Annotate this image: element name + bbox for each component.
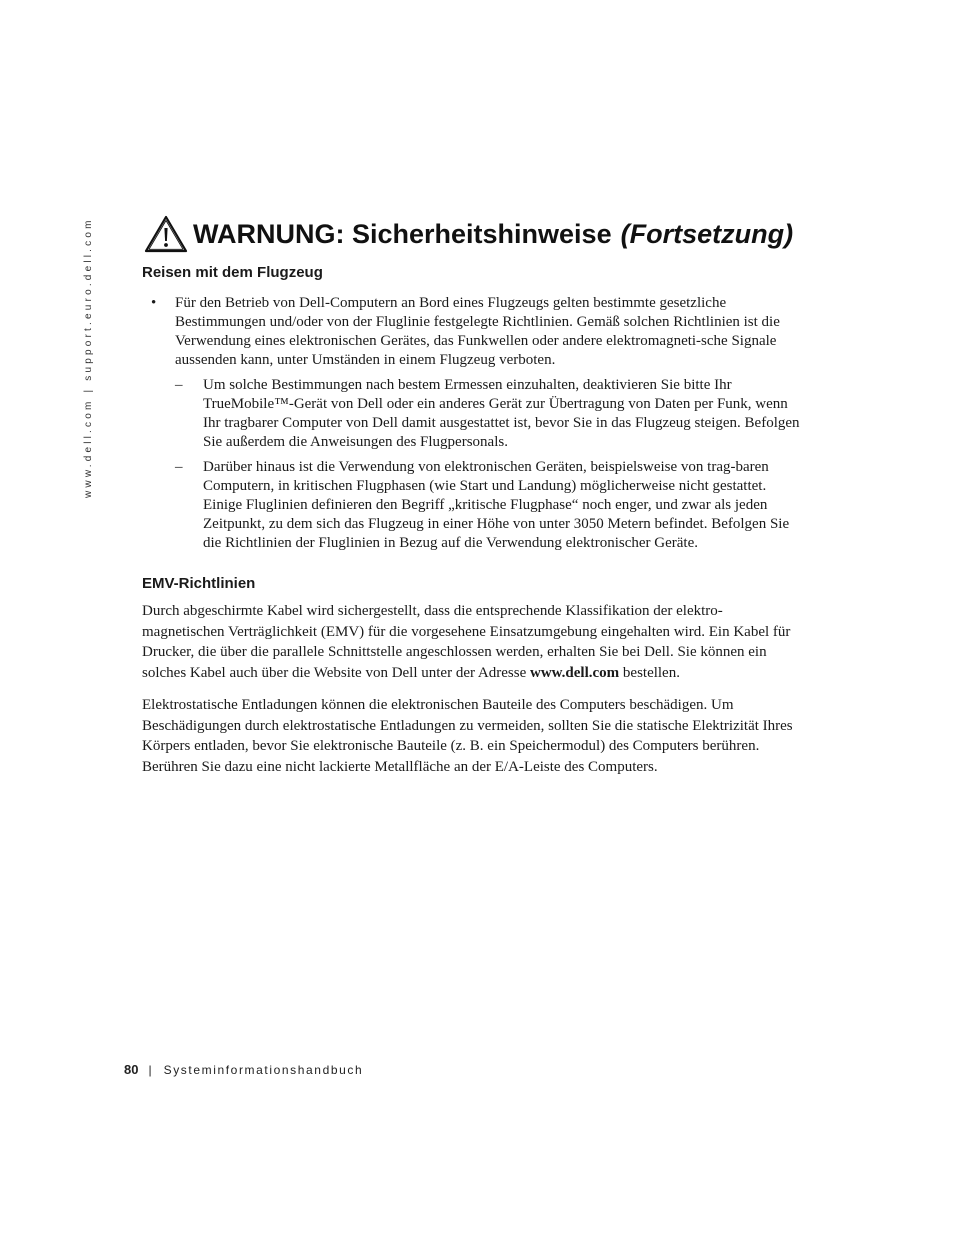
dash-text-1: Um solche Bestimmungen nach bestem Ermessen einzuhalten, deaktivieren Sie bitte Ihr TrueMobile™-Gerät von Dell oder ein anderes Gerät zur Übertragung von Daten per Funk, wenn Ihr tragbarer Computer von Dell damit ausgestattet ist, bevor Sie in das Flugzeug steigen. Befolgen Sie außerdem die Anweisungen des Flugpersonals. bbox=[203, 377, 800, 450]
dash-text-2: Darüber hinaus ist die Verwendung von elektronischen Geräten, beispielsweise von trag-baren Computern, in kritischen Flugphasen (wie Start und Landung) möglicherweise nicht gestattet. Einige Fluglinien definieren den Begriff „kritische Flugphase“ noch enger, und zwar als jeden Zeitpunkt, zu dem sich das Flugzeug in einer Höhe von unter 3050 Metern befindet. Befolgen Sie die Richtlinien der Fluglinien in Bezug auf die Verwendung elektronischer Geräte. bbox=[203, 459, 790, 551]
emv-paragraph-1-text: Durch abgeschirmte Kabel wird sichergestellt, dass die entsprechende Klassifikation der elektro-magnetischen Verträglichkeit (EMV) für die vorgesehene Einsatzumgebung eingehalten wird. Ein Kabel für Drucker, die über die parallele Schnittstelle angeschlossen werden, erhalten Sie bei Dell. Sie können ein solches Kabel auch über die Website von Dell unter der Adresse bbox=[142, 603, 791, 681]
list-item bbox=[142, 294, 802, 370]
section-title-emv: EMV-Richtlinien bbox=[142, 575, 256, 592]
list-item bbox=[142, 458, 802, 553]
heading-main: WARNUNG: Sicherheitshinweise bbox=[193, 218, 612, 249]
emv-paragraph-1-end: bestellen. bbox=[619, 664, 680, 681]
footer-separator: | bbox=[148, 1063, 152, 1077]
warning-icon bbox=[143, 214, 189, 254]
bullet-text: Für den Betrieb von Dell-Computern an Bord eines Flugzeugs gelten bestimmte gesetzliche Bestimmungen und/oder von der Fluglinie festgelegte Richtlinien. Gemäß solchen Richtlinien ist die Verwendung eines elektronischen Gerätes, das Funkwellen oder andere elektromagneti-sche Signale aussenden kann, unter Umständen in einem Flugzeug verboten. bbox=[175, 295, 780, 368]
dash-mark: – bbox=[175, 459, 183, 475]
page-heading bbox=[143, 214, 793, 254]
main-content bbox=[142, 262, 802, 777]
section-title-travel: Reisen mit dem Flugzeug bbox=[142, 264, 323, 281]
esd-paragraph: Elektrostatische Entladungen können die elektronischen Bauteile des Computers beschädigen. Um Beschädigungen durch elektrostatische Entladungen zu vermeiden, sollten Sie die statische Elektrizität Ihres Körpers entladen, bevor Sie elektronische Bauteile (z. B. ein Speichermodul) des Computers berühren. Berühren Sie dazu eine nicht lackierte Metallfläche an der E/A-Leiste des Computers. bbox=[142, 697, 793, 775]
footer-title: Systeminformationshandbuch bbox=[163, 1063, 364, 1077]
page-footer bbox=[124, 1062, 363, 1077]
dell-website-text: www.dell.com bbox=[529, 664, 620, 681]
side-url: www.dell.com | support.euro.dell.com bbox=[83, 217, 94, 498]
dash-mark: – bbox=[175, 377, 183, 393]
heading-continuation: (Fortsetzung) bbox=[620, 218, 794, 249]
page-number: 80 bbox=[124, 1062, 139, 1077]
list-item bbox=[142, 376, 802, 452]
emv-paragraph-1 bbox=[142, 601, 802, 683]
bullet-mark: • bbox=[151, 295, 157, 311]
